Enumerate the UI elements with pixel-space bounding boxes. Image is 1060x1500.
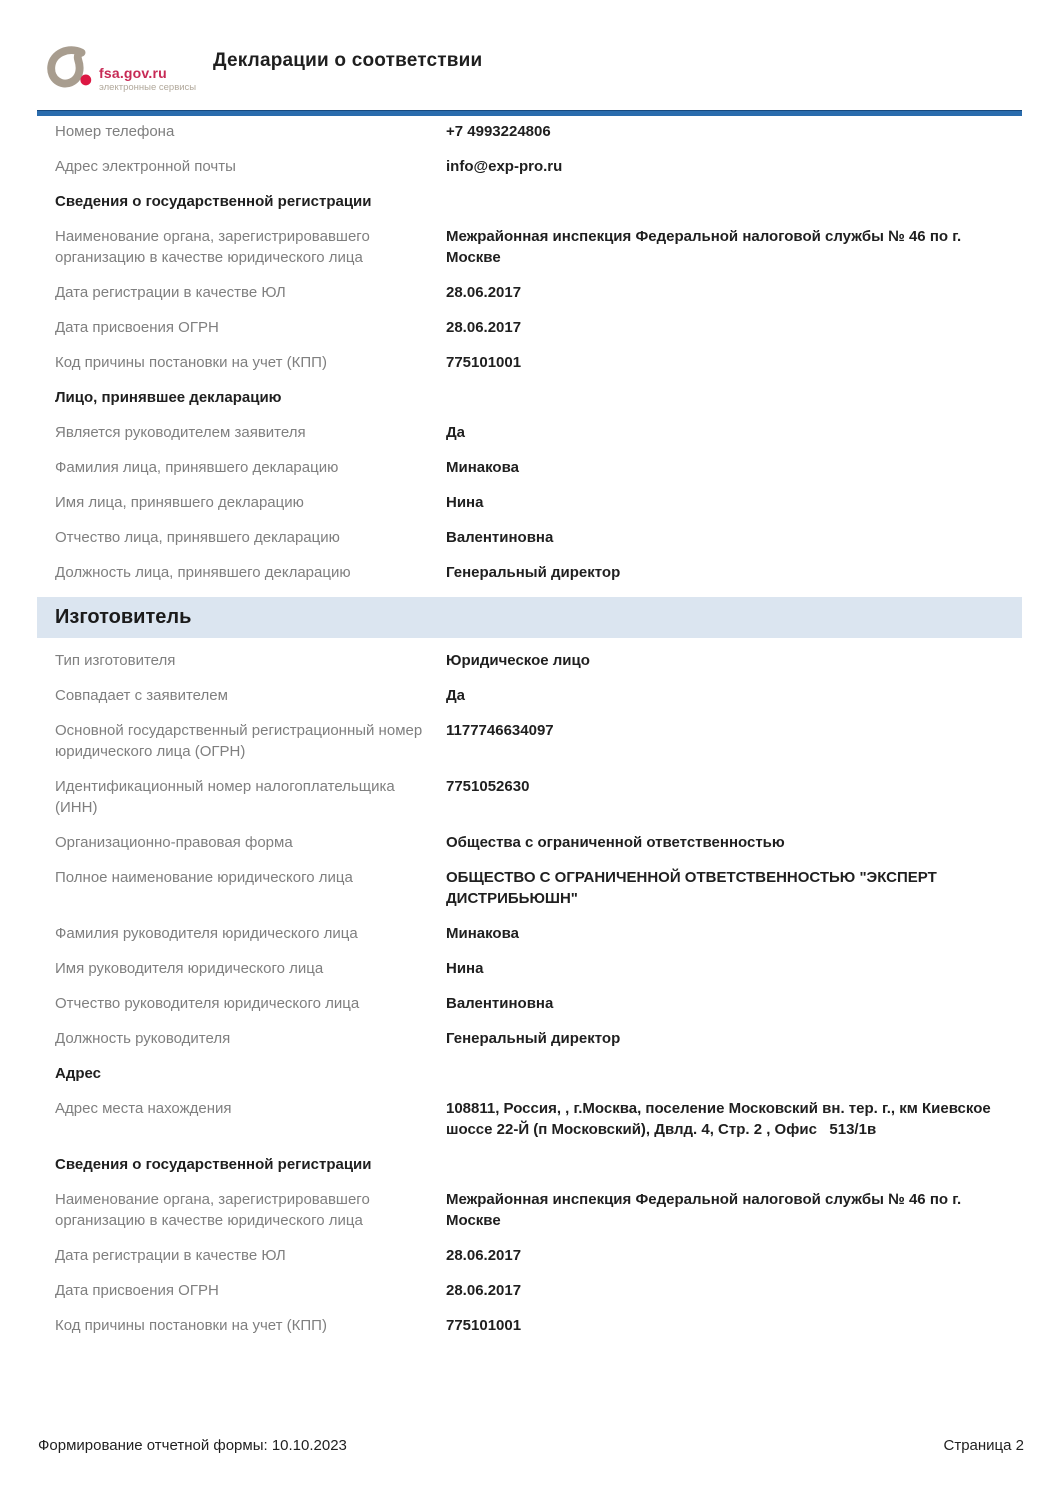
field-label: Код причины постановки на учет (КПП) (55, 354, 327, 371)
field-value: Нина (446, 494, 484, 511)
section-subheader: Лицо, принявшее декларацию (55, 389, 282, 406)
field-value: Минакова (446, 925, 519, 942)
field-label: Должность руководителя (55, 1030, 231, 1047)
field-label: Наименование органа, зарегистрировавшего организацию в качестве юридического лица (55, 228, 370, 266)
field-value: Генеральный директор (446, 1030, 621, 1047)
field-label: Дата регистрации в качестве ЮЛ (55, 1247, 286, 1264)
field-value: Валентиновна (446, 995, 554, 1012)
field-row (37, 1189, 1022, 1231)
field-label: Тип изготовителя (55, 652, 176, 669)
field-value: Валентиновна (446, 529, 554, 546)
field-value: 775101001 (446, 354, 522, 371)
logo-subtitle: электронные сервисы (99, 81, 197, 93)
field-row (37, 993, 1022, 1014)
field-value: 7751052630 (446, 778, 530, 795)
field-row (37, 832, 1022, 853)
field-row (37, 562, 1022, 583)
field-row (37, 226, 1022, 268)
field-label: Организационно-правовая форма (55, 834, 293, 851)
header-divider (37, 110, 1022, 116)
field-value: 108811, Россия, , г.Москва, поселение Московский вн. тер. г., км Киевское шоссе 22-Й (п Московский), Двлд. 4, Стр. 2 , Офис 513/1в (446, 1100, 995, 1138)
fsa-logo (47, 44, 196, 93)
field-value: Межрайонная инспекция Федеральной налоговой службы № 46 по г. Москве (446, 228, 966, 266)
field-value: Нина (446, 960, 484, 977)
field-value: Генеральный директор (446, 564, 621, 581)
fsa-logo-a-icon (47, 44, 93, 90)
field-label: Наименование органа, зарегистрировавшего организацию в качестве юридического лица (55, 1191, 370, 1229)
field-row (37, 685, 1022, 706)
field-value: 1177746634097 (446, 722, 554, 739)
field-row (37, 156, 1022, 177)
logo-red-dot-icon (80, 75, 91, 86)
field-row (37, 1098, 1022, 1140)
field-label: Имя лица, принявшего декларацию (55, 494, 304, 511)
field-label: Идентификационный номер налогоплательщика (ИНН) (55, 778, 395, 816)
field-row (37, 867, 1022, 909)
logo-text (99, 66, 196, 93)
field-label: Отчество руководителя юридического лица (55, 995, 360, 1012)
section-subheader: Адрес (55, 1065, 102, 1082)
field-row (37, 1280, 1022, 1301)
field-value: ОБЩЕСТВО С ОГРАНИЧЕННОЙ ОТВЕТСТВЕННОСТЬЮ "ЭКСПЕРТ ДИСТРИБЬЮШН" (446, 869, 941, 907)
section-subheader: Сведения о государственной регистрации (55, 1156, 372, 1173)
field-label: Адрес электронной почты (55, 158, 236, 175)
page-title: Декларации о соответствии (213, 50, 483, 71)
field-row (37, 923, 1022, 944)
logo-domain: fsa.gov.ru (99, 65, 167, 81)
field-label: Номер телефона (55, 123, 175, 140)
field-row (37, 422, 1022, 443)
field-value: Да (446, 424, 466, 441)
field-label: Полное наименование юридического лица (55, 869, 353, 886)
field-label: Дата присвоения ОГРН (55, 319, 219, 336)
field-label: Фамилия лица, принявшего декларацию (55, 459, 339, 476)
field-label: Совпадает с заявителем (55, 687, 228, 704)
field-value: +7 4993224806 (446, 123, 551, 140)
field-value: Минакова (446, 459, 519, 476)
field-row (37, 317, 1022, 338)
field-label: Дата регистрации в качестве ЮЛ (55, 284, 286, 301)
field-label: Отчество лица, принявшего декларацию (55, 529, 340, 546)
field-value: Общества с ограниченной ответственностью (446, 834, 785, 851)
field-row (37, 958, 1022, 979)
field-value: 28.06.2017 (446, 1247, 522, 1264)
field-value: info@exp-pro.ru (446, 158, 563, 175)
field-label: Основной государственный регистрационный номер юридического лица (ОГРН) (55, 722, 423, 760)
fields-list (37, 121, 1022, 1350)
field-row (37, 1028, 1022, 1049)
field-row (37, 457, 1022, 478)
section-band: Изготовитель (37, 597, 1022, 638)
page-header (0, 0, 1060, 110)
footer-generated-date: Формирование отчетной формы: 10.10.2023 (38, 1437, 347, 1454)
field-label: Является руководителем заявителя (55, 424, 306, 441)
field-label: Дата присвоения ОГРН (55, 1282, 219, 1299)
field-row (37, 282, 1022, 303)
footer-page-number: Страница 2 (943, 1437, 1024, 1454)
field-row (37, 492, 1022, 513)
field-value: Юридическое лицо (446, 652, 590, 669)
field-label: Имя руководителя юридического лица (55, 960, 324, 977)
field-row (37, 776, 1022, 818)
field-row (37, 352, 1022, 373)
field-row (37, 720, 1022, 762)
field-value: 28.06.2017 (446, 319, 522, 336)
field-value: 28.06.2017 (446, 284, 522, 301)
field-row (37, 1245, 1022, 1266)
field-label: Должность лица, принявшего декларацию (55, 564, 351, 581)
field-row (37, 121, 1022, 142)
field-label: Фамилия руководителя юридического лица (55, 925, 358, 942)
field-value: 775101001 (446, 1317, 522, 1334)
field-row (37, 527, 1022, 548)
field-row (37, 650, 1022, 671)
field-row (37, 1315, 1022, 1336)
field-label: Код причины постановки на учет (КПП) (55, 1317, 327, 1334)
section-subheader: Сведения о государственной регистрации (55, 193, 372, 210)
field-value: Да (446, 687, 466, 704)
field-value: 28.06.2017 (446, 1282, 522, 1299)
field-label: Адрес места нахождения (55, 1100, 232, 1117)
field-value: Межрайонная инспекция Федеральной налоговой службы № 46 по г. Москве (446, 1191, 966, 1229)
page-footer (38, 1437, 1024, 1454)
